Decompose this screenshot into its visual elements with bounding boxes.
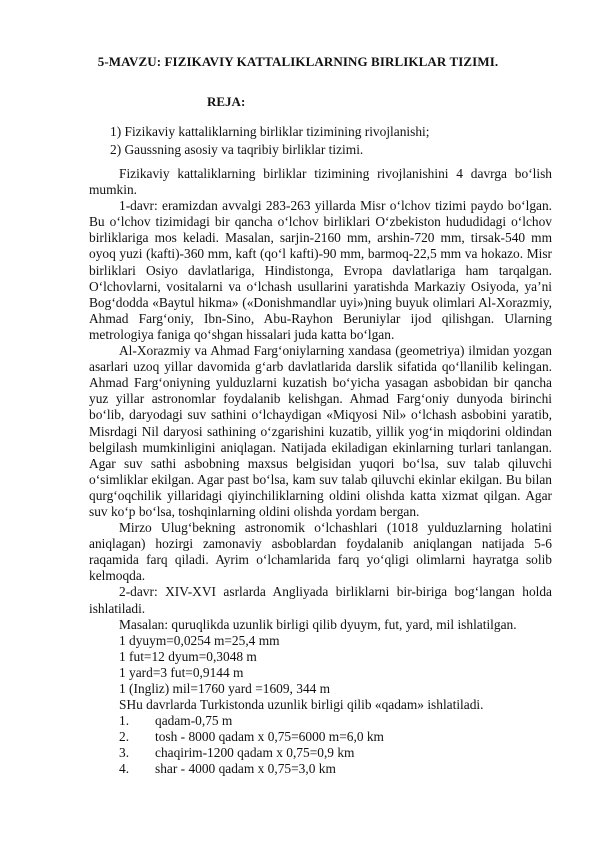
text-line: 1 yard=3 fut=0,9144 m (119, 664, 244, 680)
text-line: Masalan: quruqlikda uzunlik birligi qilib dyuym, fut, yard, mil ishlatilgan. (119, 616, 517, 632)
list-item-number: 2. (119, 729, 130, 745)
list-item (89, 713, 552, 729)
plan-item: 1) Fizikaviy kattaliklarning birliklar tizimining rivojlanishi; (110, 124, 430, 139)
list-item-text: qadam-0,75 m (155, 713, 233, 729)
text-line: 1 (Ingliz) mil=1760 yard =1609, 344 m (119, 681, 331, 696)
plan-item: 2) Gaussning asosiy va taqribiy birliklar tizimi. (110, 142, 364, 157)
paragraph: 2-davr: XIV-XVI asrlarda Angliyada birliklarni bir-biriga bog‘langan holda ishlatiladi. (89, 584, 552, 616)
list-item (89, 729, 552, 745)
text-line: 1 fut=12 dyum=0,3048 m (119, 648, 257, 664)
paragraph: Mirzo Ulug‘bekning astronomik o‘lchashlari (1018 yulduzlarning holatini aniqlagan) hozirgi zamonaviy asboblardan foydalanib aniqlangan natijada 5-6 raqamida farq qiladi. Ayrim o‘lchamlarida farq yo‘qligi olimlarni hayratga solib kelmoqda. (89, 520, 552, 584)
list-item-number: 3. (119, 745, 130, 761)
list-item-text: tosh - 8000 qadam x 0,75=6000 m=6,0 km (155, 729, 384, 745)
list-item-text: chaqirim-1200 qadam x 0,75=0,9 km (155, 745, 355, 761)
list-item-text: shar - 4000 qadam x 0,75=3,0 km (155, 761, 336, 777)
list-item (89, 761, 552, 777)
document-body (89, 166, 552, 778)
paragraph: 1-davr: eramizdan avvalgi 283-263 yillarda Misr o‘lchov tizimi paydo bo‘lgan. Bu o‘lchov tizimidagi bir qancha o‘lchov birliklari O‘zbekiston hududidagi o‘lchov birliklariga mos keladi. Masalan, sarjin-2160 mm, arshin-720 mm, tirsak-540 mm oyoq yuzi (kafti)-360 mm, kaft (qo‘l kafti)-90 mm, barmoq-22,5 mm va hokazo. Misr birliklari Osiyo davlatlariga, Hindistonga, Evropa davlatlariga ham tarqalgan. O‘lchovlarni, vositalarni va o‘lchash usullarini yaratishda Markaziy Osiyoda, ya’ni Bog‘dodda «Baytul hikma» («Donishmandlar uyi»)ning buyuk olimlari Al-Xorazmiy, Ahmad Farg‘oniy, Ibn-Sino, Abu-Rayhon Beruniylar ijod qilishgan. Ularning metrologiya faniga qo‘shgan hissalari juda katta bo‘lgan. (89, 198, 552, 342)
text-line: 1 dyuym=0,0254 m=25,4 mm (119, 632, 280, 648)
plan-heading: REJA: (207, 94, 246, 109)
page-title: 5-MAVZU: FIZIKAVIY KATTALIKLARNING BIRLIKLAR TIZIMI. (97, 54, 499, 69)
paragraph: Al-Xorazmiy va Ahmad Farg‘oniylarning xandasa (geometriya) ilmidan yozgan asarlari uzoq yillar davomida g‘arb davlatlarida darslik sifatida qo‘llanilib kelingan. Ahmad Farg‘oniyning yulduzlarni kuzatish bo‘yicha yasagan asbobidan bir qancha yuz yillar astronomlar foydalanib kelishgan. Ahmad Farg‘oniy dunyoda birinchi bo‘lib, daryodagi suv sathini o‘lchaydigan «Miqyosi Nil» o‘lchash asbobini yaratib, Misrdagi Nil daryosi sathining o‘zgarishini kuzatib, yillik yog‘in miqdorini oldindan belgilash mumkinligini aniqlagan. Natijada ekiladigan ekinlarning turlari tanlangan. Agar suv sathi asbobning maxsus belgisidan yuqori bo‘lsa, suv talab qiluvchi o‘simliklar ekilgan. Agar past bo‘lsa, kam suv talab qiluvchi ekinlar ekilgan. Bu bilan qurg‘oqchilik yillaridagi qiyinchiliklarning oldini olishda katta xizmat qilgan. Agar suv ko‘p bo‘lsa, toshqinlarning oldini olishda yordam bergan. (89, 343, 552, 519)
paragraph: Fizikaviy kattaliklarning birliklar tizimining rivojlanishini 4 davrga bo‘lish mumkin. (89, 166, 552, 198)
list-item (89, 745, 552, 761)
list-item-number: 4. (119, 761, 130, 777)
text-line: SHu davrlarda Turkistonda uzunlik birligi qilib «qadam» ishlatiladi. (119, 697, 484, 713)
plan-list (110, 123, 429, 159)
list-item-number: 1. (119, 713, 130, 729)
